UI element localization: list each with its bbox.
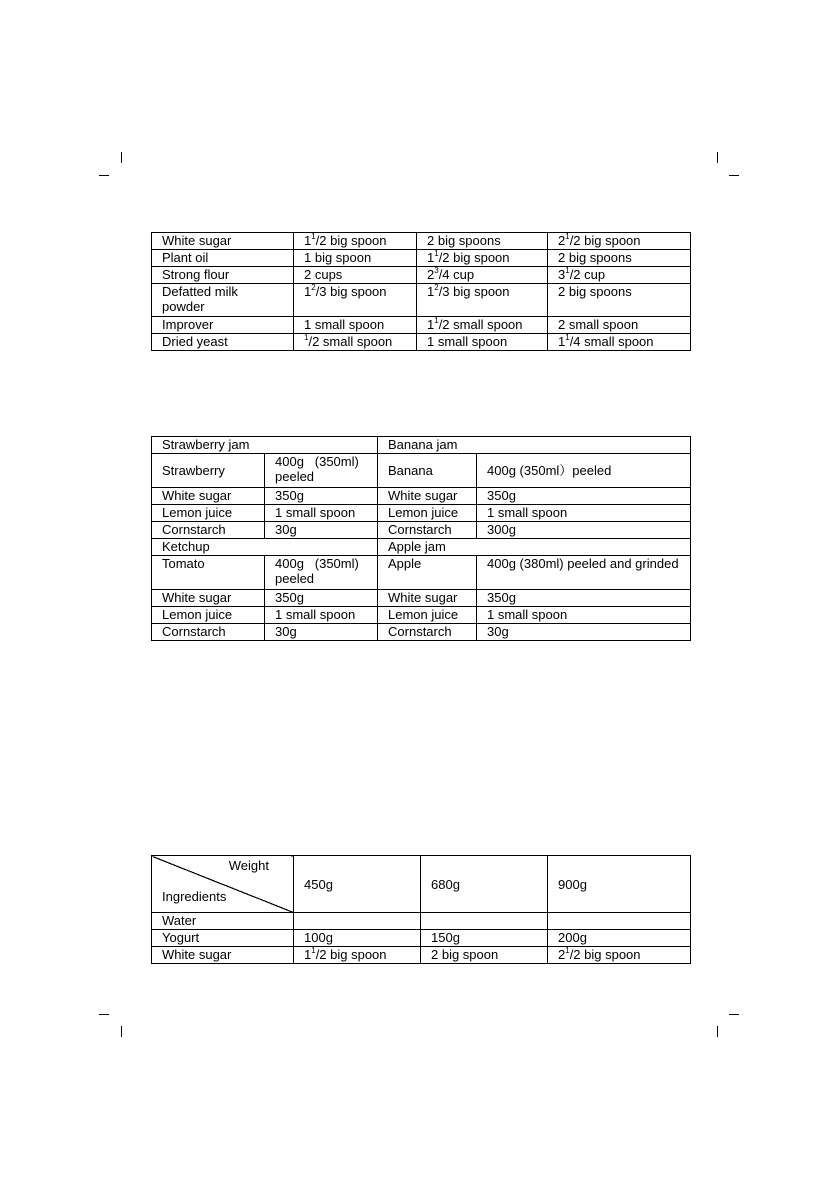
ingredient-name: White sugar (152, 233, 294, 250)
jam-title-row (152, 437, 691, 454)
amount-numerator: 1 (565, 266, 570, 275)
ingredient-amount (294, 317, 417, 334)
diagonal-header-cell (152, 856, 294, 913)
ingredient-name: Banana (378, 454, 477, 488)
ingredient-row (152, 267, 691, 284)
ingredient-row (152, 334, 691, 351)
ingredient-amount: 1 small spoon (477, 607, 691, 624)
amount-rest: 150g (431, 930, 460, 945)
crop-mark-top-left-h (99, 175, 109, 176)
crop-mark-bottom-left-v (121, 1026, 122, 1037)
ingredient-amount: 30g (477, 624, 691, 641)
ingredient-amount (417, 267, 548, 284)
weight-450-header: 450g (294, 856, 421, 913)
ingredient-amount (294, 233, 417, 250)
ingredient-name: White sugar (378, 488, 477, 505)
ingredient-amount: 1 small spoon (477, 505, 691, 522)
amount-numerator: 1 (304, 333, 309, 342)
amount-numerator: 2 (434, 283, 439, 292)
ingredient-row (152, 913, 691, 930)
yogurt-weight-table (151, 855, 691, 964)
amount-numerator: 1 (434, 249, 439, 258)
amount-whole: 2 (558, 233, 566, 248)
ingredient-row (152, 317, 691, 334)
weight-header-label: Weight (228, 858, 269, 873)
ingredient-name: Tomato (152, 556, 265, 590)
jam-ingredient-row (152, 556, 691, 590)
amount-rest: /2 cup (569, 267, 606, 282)
ingredient-amount (548, 930, 691, 947)
ingredient-name: Lemon juice (152, 505, 265, 522)
ingredient-amount (548, 947, 691, 964)
crop-mark-bottom-right-v (717, 1026, 718, 1037)
amount-whole: 1 (304, 947, 312, 962)
ingredient-amount: 350g (477, 488, 691, 505)
ingredient-amount: 300g (477, 522, 691, 539)
amount-numerator: 1 (565, 232, 570, 241)
ingredient-amount (417, 233, 548, 250)
ingredient-name: Cornstarch (152, 624, 265, 641)
amount-rest: /2 big spoon (315, 233, 387, 248)
ingredient-amount (421, 947, 548, 964)
ingredient-name: Yogurt (152, 930, 294, 947)
ingredient-amount (548, 284, 691, 317)
amount-rest: 2 big spoons (427, 233, 501, 248)
amount-rest: 2 big spoons (558, 250, 632, 265)
ingredient-name: Cornstarch (378, 624, 477, 641)
ingredients-header-label: Ingredients (162, 889, 227, 904)
ingredient-name: Dried yeast (152, 334, 294, 351)
ingredient-amount (548, 913, 691, 930)
crop-mark-top-right-v (717, 152, 718, 163)
amount-numerator: 3 (434, 266, 439, 275)
weight-header-row (152, 856, 691, 913)
jam-ingredient-row (152, 590, 691, 607)
amount-whole: 2 (558, 947, 566, 962)
amount-rest: /2 big spoon (569, 233, 641, 248)
ingredient-name: Lemon juice (378, 607, 477, 624)
ingredient-amount (294, 334, 417, 351)
jam-recipes-table (151, 436, 691, 641)
amount-numerator: 1 (311, 946, 316, 955)
amount-numerator: 2 (311, 283, 316, 292)
ingredient-amount (548, 233, 691, 250)
jam-title: Banana jam (378, 437, 691, 454)
ingredient-amount (548, 267, 691, 284)
ingredient-name: Strong flour (152, 267, 294, 284)
weight-680-header: 680g (421, 856, 548, 913)
jam-title: Apple jam (378, 539, 691, 556)
ingredient-name: White sugar (152, 947, 294, 964)
amount-numerator: 1 (565, 333, 570, 342)
amount-rest: /4 cup (438, 267, 475, 282)
amount-rest: 200g (558, 930, 587, 945)
jam-ingredient-row (152, 607, 691, 624)
amount-rest: 100g (304, 930, 333, 945)
crop-mark-top-right-h (729, 175, 739, 176)
amount-whole: 1 (427, 284, 435, 299)
ingredient-amount (417, 284, 548, 317)
ingredient-amount: 350g (265, 590, 378, 607)
amount-rest: 2 big spoon (431, 947, 499, 962)
amount-rest: /2 big spoon (315, 947, 387, 962)
ingredient-amount: 400g (350ml) peeled (265, 454, 378, 488)
ingredient-name: Plant oil (152, 250, 294, 267)
crop-mark-bottom-left-h (99, 1014, 109, 1015)
ingredient-amount: 400g (350ml）peeled (477, 454, 691, 488)
ingredient-name: Water (152, 913, 294, 930)
ingredient-amount: 400g (380ml) peeled and grinded (477, 556, 691, 590)
ingredient-amount: 1 small spoon (265, 607, 378, 624)
amount-rest: /3 big spoon (438, 284, 510, 299)
ingredient-amount: 400g (350ml) peeled (265, 556, 378, 590)
jam-ingredient-row (152, 488, 691, 505)
ingredient-name: Apple (378, 556, 477, 590)
amount-whole: 1 (304, 233, 312, 248)
amount-rest: 2 cups (304, 267, 343, 282)
ingredient-name: Defatted milk powder (152, 284, 294, 317)
ingredient-amount (548, 334, 691, 351)
ingredient-row (152, 930, 691, 947)
ingredient-name: Cornstarch (152, 522, 265, 539)
ingredient-amount (294, 930, 421, 947)
ingredient-name: Strawberry (152, 454, 265, 488)
jam-ingredient-row (152, 505, 691, 522)
ingredient-amount (294, 947, 421, 964)
ingredient-amount: 1 small spoon (265, 505, 378, 522)
jam-title: Ketchup (152, 539, 378, 556)
amount-rest: /2 small spoon (438, 317, 523, 332)
amount-rest: /3 big spoon (315, 284, 387, 299)
jam-title: Strawberry jam (152, 437, 378, 454)
amount-rest: /2 big spoon (438, 250, 510, 265)
ingredient-amount: 350g (477, 590, 691, 607)
crop-mark-top-left-v (121, 152, 122, 163)
crop-mark-bottom-right-h (729, 1014, 739, 1015)
amount-rest: 2 big spoons (558, 284, 632, 299)
ingredient-row (152, 233, 691, 250)
jam-ingredient-row (152, 454, 691, 488)
amount-rest: 1 big spoon (304, 250, 372, 265)
amount-numerator: 1 (565, 946, 570, 955)
ingredient-amount (294, 267, 417, 284)
amount-whole: 2 (427, 267, 435, 282)
ingredient-amount (417, 334, 548, 351)
amount-rest: 1 small spoon (427, 334, 508, 349)
ingredient-name: Improver (152, 317, 294, 334)
amount-rest: 2 small spoon (558, 317, 639, 332)
amount-whole: 1 (304, 284, 312, 299)
bread-ingredients-table (151, 232, 691, 351)
amount-numerator: 1 (434, 316, 439, 325)
amount-whole: 1 (558, 334, 566, 349)
ingredient-amount: 30g (265, 624, 378, 641)
ingredient-amount: 30g (265, 522, 378, 539)
ingredient-amount (548, 250, 691, 267)
amount-rest: 1 small spoon (304, 317, 385, 332)
ingredient-name: Cornstarch (378, 522, 477, 539)
amount-rest: /2 small spoon (308, 334, 393, 349)
amount-whole: 1 (427, 317, 435, 332)
ingredient-name: White sugar (152, 590, 265, 607)
ingredient-amount: 350g (265, 488, 378, 505)
jam-ingredient-row (152, 624, 691, 641)
amount-whole: 1 (427, 250, 435, 265)
jam-ingredient-row (152, 522, 691, 539)
weight-900-header: 900g (548, 856, 691, 913)
ingredient-amount (417, 317, 548, 334)
ingredient-row (152, 284, 691, 317)
amount-numerator: 1 (311, 232, 316, 241)
ingredient-row (152, 947, 691, 964)
ingredient-amount (294, 250, 417, 267)
jam-title-row (152, 539, 691, 556)
ingredient-amount (294, 913, 421, 930)
ingredient-name: White sugar (152, 488, 265, 505)
amount-whole: 3 (558, 267, 566, 282)
ingredient-name: White sugar (378, 590, 477, 607)
ingredient-amount (421, 913, 548, 930)
ingredient-name: Lemon juice (152, 607, 265, 624)
ingredient-row (152, 250, 691, 267)
ingredient-amount (294, 284, 417, 317)
ingredient-amount (417, 250, 548, 267)
ingredient-name: Lemon juice (378, 505, 477, 522)
amount-rest: /4 small spoon (569, 334, 654, 349)
ingredient-amount (421, 930, 548, 947)
ingredient-amount (548, 317, 691, 334)
amount-rest: /2 big spoon (569, 947, 641, 962)
